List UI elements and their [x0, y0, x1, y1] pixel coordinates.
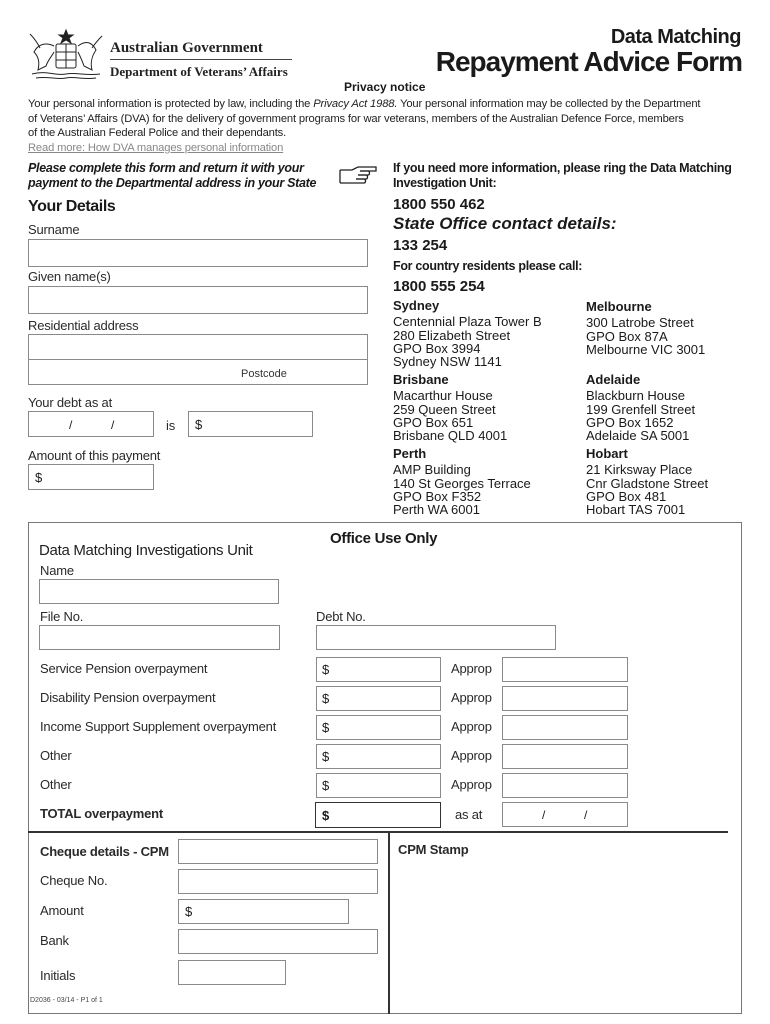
phone-country: 1800 555 254 [393, 278, 485, 295]
total-amount-input[interactable] [315, 802, 441, 828]
overpayment-amount-input[interactable] [316, 657, 441, 682]
section-divider [28, 831, 728, 833]
office-line: Macarthur House [393, 388, 493, 403]
total-label: TOTAL overpayment [40, 806, 164, 821]
privacy-text [28, 97, 748, 155]
instructions-line-2: payment to the Departmental address in your State [28, 176, 317, 190]
total-currency: $ [322, 808, 330, 823]
is-label: is [166, 418, 175, 433]
office-line: GPO Box F352 [393, 489, 482, 504]
pointing-hand-icon [338, 164, 378, 188]
state-heading: State Office contact details: [393, 214, 617, 233]
overpayment-currency: $ [322, 720, 330, 735]
total-date-input[interactable] [502, 802, 628, 827]
debt-currency: $ [195, 417, 203, 432]
contact-info [393, 161, 732, 191]
approp-label: Approp [451, 690, 492, 705]
office-city: Brisbane [393, 372, 449, 387]
total-date-sep-1: / [542, 808, 546, 822]
office-line: Adelaide SA 5001 [586, 428, 690, 443]
payment-amount-input[interactable] [28, 464, 154, 490]
office-city: Perth [393, 446, 427, 461]
overpayment-currency: $ [322, 749, 330, 764]
given-name-input[interactable] [28, 286, 368, 314]
privacy-line-2: of Veterans’ Affairs (DVA) for the delivery of government programs for war veterans, members of the Australian Defence Force, members [28, 112, 684, 125]
surname-input[interactable] [28, 239, 368, 267]
overpayment-label: Service Pension overpayment [40, 661, 208, 676]
instructions-line-1: Please complete this form and return it with your [28, 161, 304, 175]
office-city: Sydney [393, 298, 440, 313]
approp-input[interactable] [502, 715, 628, 740]
office-name-input[interactable] [39, 579, 279, 604]
address-input-line-2[interactable] [28, 359, 368, 385]
dept-name: Department of Veterans’ Affairs [110, 64, 288, 79]
phone-main: 1800 550 462 [393, 196, 485, 213]
cheque-currency: $ [185, 904, 193, 919]
overpayment-label: Disability Pension overpayment [40, 690, 216, 705]
debt-date-input[interactable] [28, 411, 154, 437]
overpayment-amount-input[interactable] [316, 773, 441, 798]
title-small: Data Matching [610, 26, 741, 48]
name-label: Name [40, 563, 74, 578]
overpayment-amount-input[interactable] [316, 686, 441, 711]
office-line: 300 Latrobe Street [586, 315, 694, 330]
office-line: GPO Box 481 [586, 489, 667, 504]
unit-name: Data Matching Investigations Unit [39, 542, 253, 559]
privacy-text-1: Your personal information is protected by law, including the [28, 98, 314, 110]
overpayment-label: Other [40, 777, 72, 792]
overpayment-currency: $ [322, 778, 330, 793]
read-more-link[interactable]: Read more: How DVA manages personal information [28, 141, 284, 154]
overpayment-label: Other [40, 748, 72, 763]
office-line: GPO Box 1652 [586, 415, 674, 430]
office-line: Sydney NSW 1141 [393, 354, 502, 369]
overpayment-currency: $ [322, 691, 330, 706]
office-line: Hobart TAS 7001 [586, 502, 686, 517]
approp-label: Approp [451, 748, 492, 763]
phone-state: 133 254 [393, 237, 448, 254]
privacy-act: Privacy Act 1988. [313, 98, 398, 110]
title-large: Repayment Advice Form [435, 46, 742, 77]
office-use-heading: Office Use Only [330, 530, 438, 547]
initials-label: Initials [40, 968, 76, 983]
as-at-label: as at [455, 807, 483, 822]
gov-name: Australian Government [110, 40, 263, 56]
office-line: 280 Elizabeth Street [393, 328, 511, 343]
government-crest [26, 26, 104, 84]
bank-label: Bank [40, 933, 69, 948]
approp-input[interactable] [502, 773, 628, 798]
cheque-no-input[interactable] [178, 869, 378, 894]
office-line: Melbourne VIC 3001 [586, 342, 706, 357]
cheque-no-label: Cheque No. [40, 873, 108, 888]
overpayment-amount-input[interactable] [316, 715, 441, 740]
bank-input[interactable] [178, 929, 378, 954]
debt-no-input[interactable] [316, 625, 556, 650]
file-no-input[interactable] [39, 625, 280, 650]
office-line: Perth WA 6001 [393, 502, 480, 517]
cpm-stamp-label: CPM Stamp [398, 842, 469, 857]
office-line: 199 Grenfell Street [586, 402, 696, 417]
office-city: Hobart [586, 446, 628, 461]
header-rule [110, 59, 292, 60]
approp-label: Approp [451, 719, 492, 734]
debt-date-label: Your debt as at [28, 395, 112, 410]
privacy-text-2: Your personal information may be collected by the Department [397, 98, 701, 110]
debt-date-sep-1: / [69, 418, 73, 432]
office-line: 140 St Georges Terrace [393, 476, 531, 491]
overpayment-label: Income Support Supplement overpayment [40, 719, 277, 734]
office-line: Centennial Plaza Tower B [393, 314, 542, 329]
overpayment-amount-input[interactable] [316, 744, 441, 769]
instructions [28, 161, 316, 191]
payment-currency: $ [35, 470, 43, 485]
country-label: For country residents please call: [393, 259, 583, 273]
office-line: GPO Box 3994 [393, 341, 481, 356]
address-label: Residential address [28, 318, 139, 333]
debt-amount-input[interactable] [188, 411, 313, 437]
debt-date-sep-2: / [111, 418, 115, 432]
office-line: Blackburn House [586, 388, 685, 403]
cheque-stamp-divider [388, 832, 390, 1014]
payment-label: Amount of this payment [28, 448, 161, 463]
office-line: Brisbane QLD 4001 [393, 428, 508, 443]
office-line: AMP Building [393, 462, 471, 477]
debt-no-label: Debt No. [316, 609, 366, 624]
your-details-heading: Your Details [28, 198, 116, 215]
overpayment-currency: $ [322, 662, 330, 677]
office-line: 21 Kirksway Place [586, 462, 693, 477]
total-date-sep-2: / [584, 808, 588, 822]
approp-input[interactable] [502, 657, 628, 682]
cheque-heading: Cheque details - CPM [40, 844, 169, 859]
office-line: GPO Box 651 [393, 415, 474, 430]
amount-label: Amount [40, 903, 84, 918]
office-city: Melbourne [586, 299, 652, 314]
office-line: 259 Queen Street [393, 402, 496, 417]
address-input-line-1[interactable] [28, 334, 368, 360]
approp-input[interactable] [502, 686, 628, 711]
office-line: Cnr Gladstone Street [586, 476, 709, 491]
office-line: GPO Box 87A [586, 329, 668, 344]
approp-label: Approp [451, 661, 492, 676]
privacy-line-3: of the Australian Federal Police and their dependants. [28, 127, 287, 139]
surname-label: Surname [28, 222, 80, 237]
postcode-label: Postcode [241, 368, 287, 380]
cheque-cpm-input[interactable] [178, 839, 378, 864]
file-no-label: File No. [40, 609, 84, 624]
privacy-heading: Privacy notice [344, 80, 426, 94]
crest-icon [26, 26, 104, 84]
office-city: Adelaide [586, 372, 641, 387]
approp-label: Approp [451, 777, 492, 792]
cheque-amount-input[interactable] [178, 899, 349, 924]
initials-input[interactable] [178, 960, 286, 985]
contact-info-line-1: If you need more information, please ring the Data Matching [393, 161, 732, 175]
contact-info-line-2: Investigation Unit: [393, 176, 497, 190]
approp-input[interactable] [502, 744, 628, 769]
given-name-label: Given name(s) [28, 269, 111, 284]
form-code: D2036 - 03/14 - P1 of 1 [30, 997, 103, 1004]
